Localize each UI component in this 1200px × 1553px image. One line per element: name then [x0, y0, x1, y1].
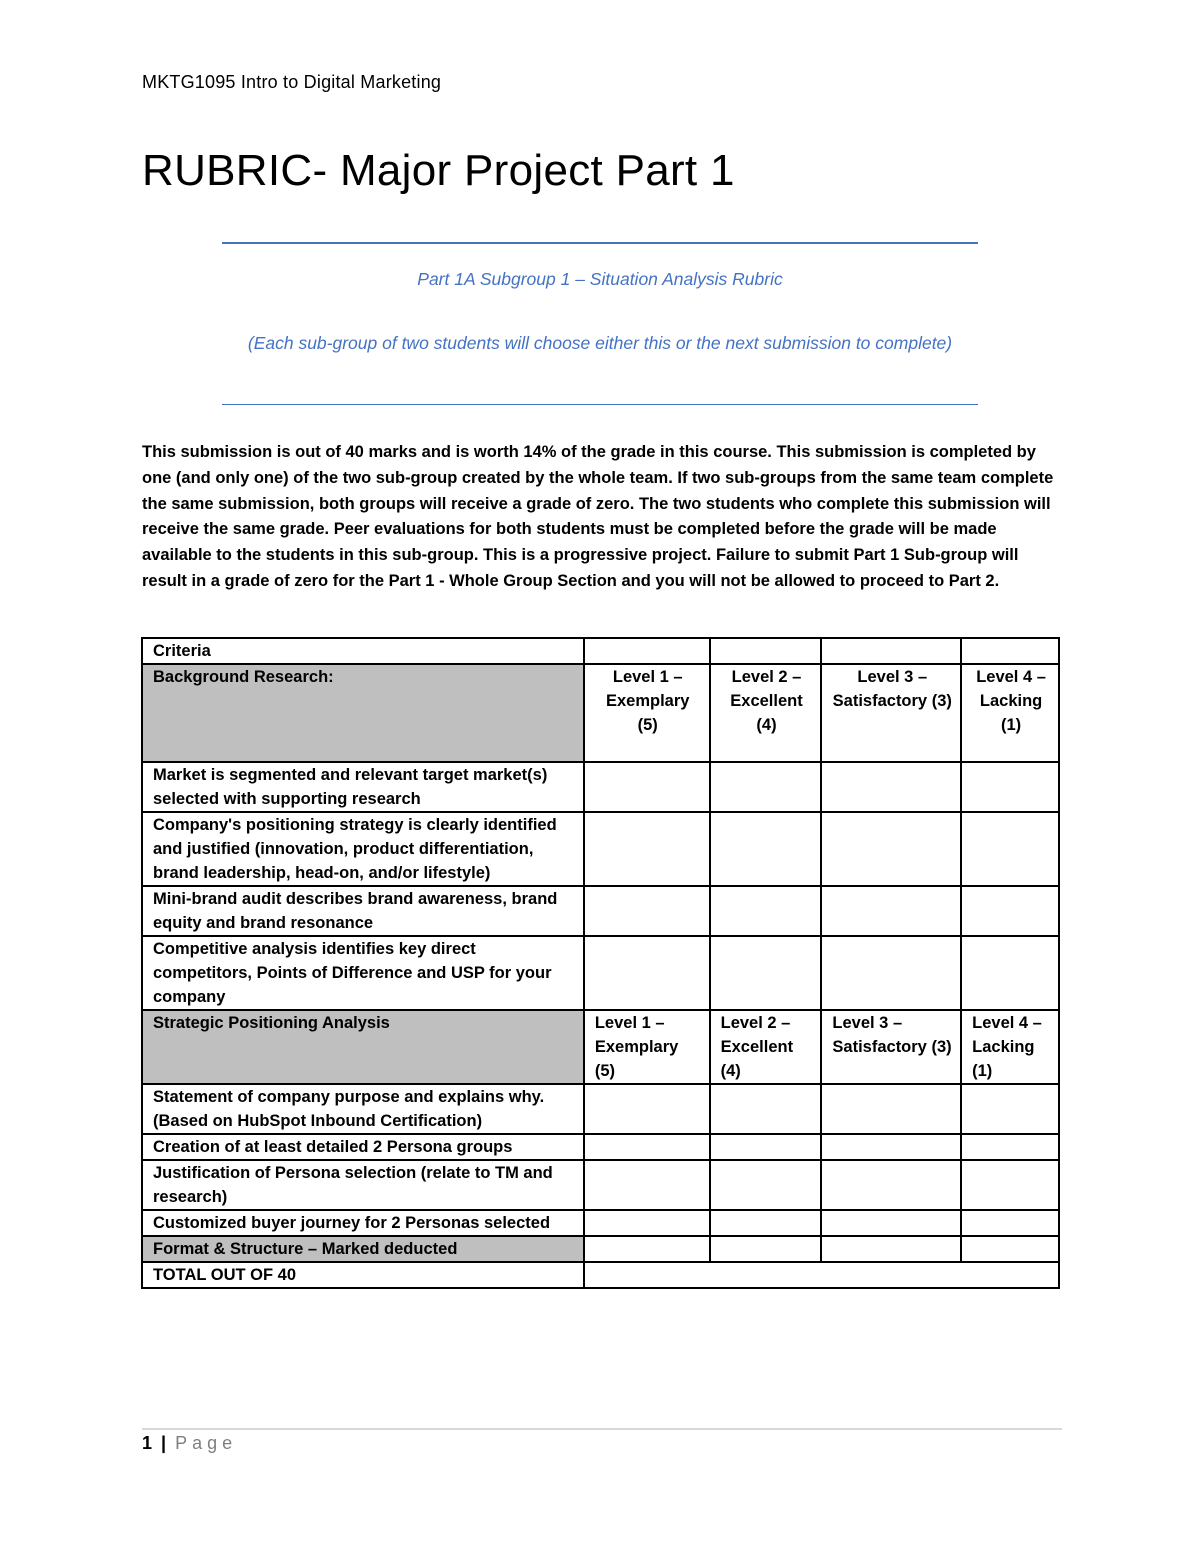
level-header: Level 4 – Lacking (1)	[962, 1011, 1060, 1085]
total-row	[141, 1263, 1060, 1289]
score-cell	[962, 1211, 1060, 1237]
format-row	[141, 1237, 1060, 1263]
level-header: Level 2 – Excellent (4)	[711, 1011, 823, 1085]
empty-cell	[822, 637, 962, 665]
table-row	[141, 813, 1060, 887]
total-label-cell: TOTAL OUT OF 40	[141, 1263, 585, 1289]
score-cell	[822, 1085, 962, 1135]
score-cell	[822, 813, 962, 887]
level-header: Level 2 – Excellent (4)	[711, 665, 823, 763]
score-cell	[962, 1085, 1060, 1135]
criterion-cell: Mini-brand audit describes brand awareness, brand equity and brand resonance	[141, 887, 585, 937]
score-cell	[822, 887, 962, 937]
total-score-cell	[585, 1263, 1060, 1289]
footer-separator: |	[161, 1433, 167, 1453]
score-cell	[711, 1085, 823, 1135]
page-footer	[142, 1433, 237, 1454]
criteria-header: Criteria	[141, 637, 585, 665]
score-cell	[585, 1211, 711, 1237]
score-cell	[822, 1161, 962, 1211]
table-row	[141, 887, 1060, 937]
criterion-cell: Justification of Persona selection (relate to TM and research)	[141, 1161, 585, 1211]
table-row	[141, 1135, 1060, 1161]
score-cell	[585, 937, 711, 1011]
title-rule-bottom	[222, 404, 978, 405]
table-row	[141, 1161, 1060, 1211]
section-title: Strategic Positioning Analysis	[141, 1011, 585, 1085]
score-cell	[822, 937, 962, 1011]
level-header: Level 1 – Exemplary (5)	[585, 665, 711, 763]
score-cell	[585, 1161, 711, 1211]
title-rule-top	[222, 242, 978, 244]
criterion-cell: Creation of at least detailed 2 Persona groups	[141, 1135, 585, 1161]
score-cell	[711, 763, 823, 813]
score-cell	[585, 1135, 711, 1161]
score-cell	[962, 1161, 1060, 1211]
criterion-cell: Company's positioning strategy is clearly identified and justified (innovation, product differentiation, brand leadership, head-on, and/or lifestyle)	[141, 813, 585, 887]
score-cell	[711, 887, 823, 937]
level-header: Level 1 – Exemplary (5)	[585, 1011, 711, 1085]
score-cell	[962, 937, 1060, 1011]
level-header: Level 3 – Satisfactory (3)	[822, 665, 962, 763]
score-cell	[711, 813, 823, 887]
section-header-row	[141, 1011, 1060, 1085]
criterion-cell: Customized buyer journey for 2 Personas selected	[141, 1211, 585, 1237]
table-row	[141, 1085, 1060, 1135]
score-cell	[962, 763, 1060, 813]
score-cell	[822, 1237, 962, 1263]
score-cell	[585, 1237, 711, 1263]
empty-cell	[711, 637, 823, 665]
subgroup-note: (Each sub-group of two students will choose either this or the next submission to complete)	[247, 333, 953, 353]
score-cell	[822, 1135, 962, 1161]
empty-cell	[585, 637, 711, 665]
table-row	[141, 637, 1060, 665]
section-header-row	[141, 665, 1060, 763]
table-row	[141, 1211, 1060, 1237]
score-cell	[962, 887, 1060, 937]
empty-cell	[962, 637, 1060, 665]
score-cell	[962, 1135, 1060, 1161]
score-cell	[711, 1237, 823, 1263]
table-row	[141, 937, 1060, 1011]
score-cell	[585, 887, 711, 937]
score-cell	[711, 1211, 823, 1237]
rubric-table	[141, 637, 1060, 1289]
score-cell	[711, 1161, 823, 1211]
score-cell	[711, 937, 823, 1011]
score-cell	[822, 1211, 962, 1237]
score-cell	[585, 1085, 711, 1135]
page-label: Page	[175, 1433, 238, 1453]
score-cell	[585, 763, 711, 813]
document-header: MKTG1095 Intro to Digital Marketing	[142, 72, 442, 92]
table-row	[141, 763, 1060, 813]
score-cell	[711, 1135, 823, 1161]
level-header: Level 4 – Lacking (1)	[962, 665, 1060, 763]
footer-rule	[142, 1428, 1062, 1430]
criterion-cell: Competitive analysis identifies key direct competitors, Points of Difference and USP for your company	[141, 937, 585, 1011]
section-title: Background Research:	[141, 665, 585, 763]
subtitle: Part 1A Subgroup 1 – Situation Analysis Rubric	[417, 269, 783, 289]
criterion-cell: Statement of company purpose and explains why. (Based on HubSpot Inbound Certification)	[141, 1085, 585, 1135]
page-title: RUBRIC- Major Project Part 1	[142, 146, 735, 195]
score-cell	[962, 1237, 1060, 1263]
criterion-cell: Market is segmented and relevant target market(s) selected with supporting research	[141, 763, 585, 813]
page-number: 1	[142, 1433, 153, 1453]
score-cell	[585, 813, 711, 887]
format-structure-cell: Format & Structure – Marked deducted	[141, 1237, 585, 1263]
score-cell	[822, 763, 962, 813]
level-header: Level 3 – Satisfactory (3)	[822, 1011, 962, 1085]
score-cell	[962, 813, 1060, 887]
intro-paragraph: This submission is out of 40 marks and is worth 14% of the grade in this course. This submission is completed by one (and only one) of the two sub-group created by the whole team. If two sub-groups from the same team complete the same submission, both groups will receive a grade of zero. The two students who complete this submission will receive the same grade. Peer evaluations for both students must be completed before the grade will be made available to the students in this sub-group. This is a progressive project. Failure to submit Part 1 Sub-group will result in a grade of zero for the Part 1 - Whole Group Section and you will not be allowed to proceed to Part 2.	[142, 443, 1054, 590]
